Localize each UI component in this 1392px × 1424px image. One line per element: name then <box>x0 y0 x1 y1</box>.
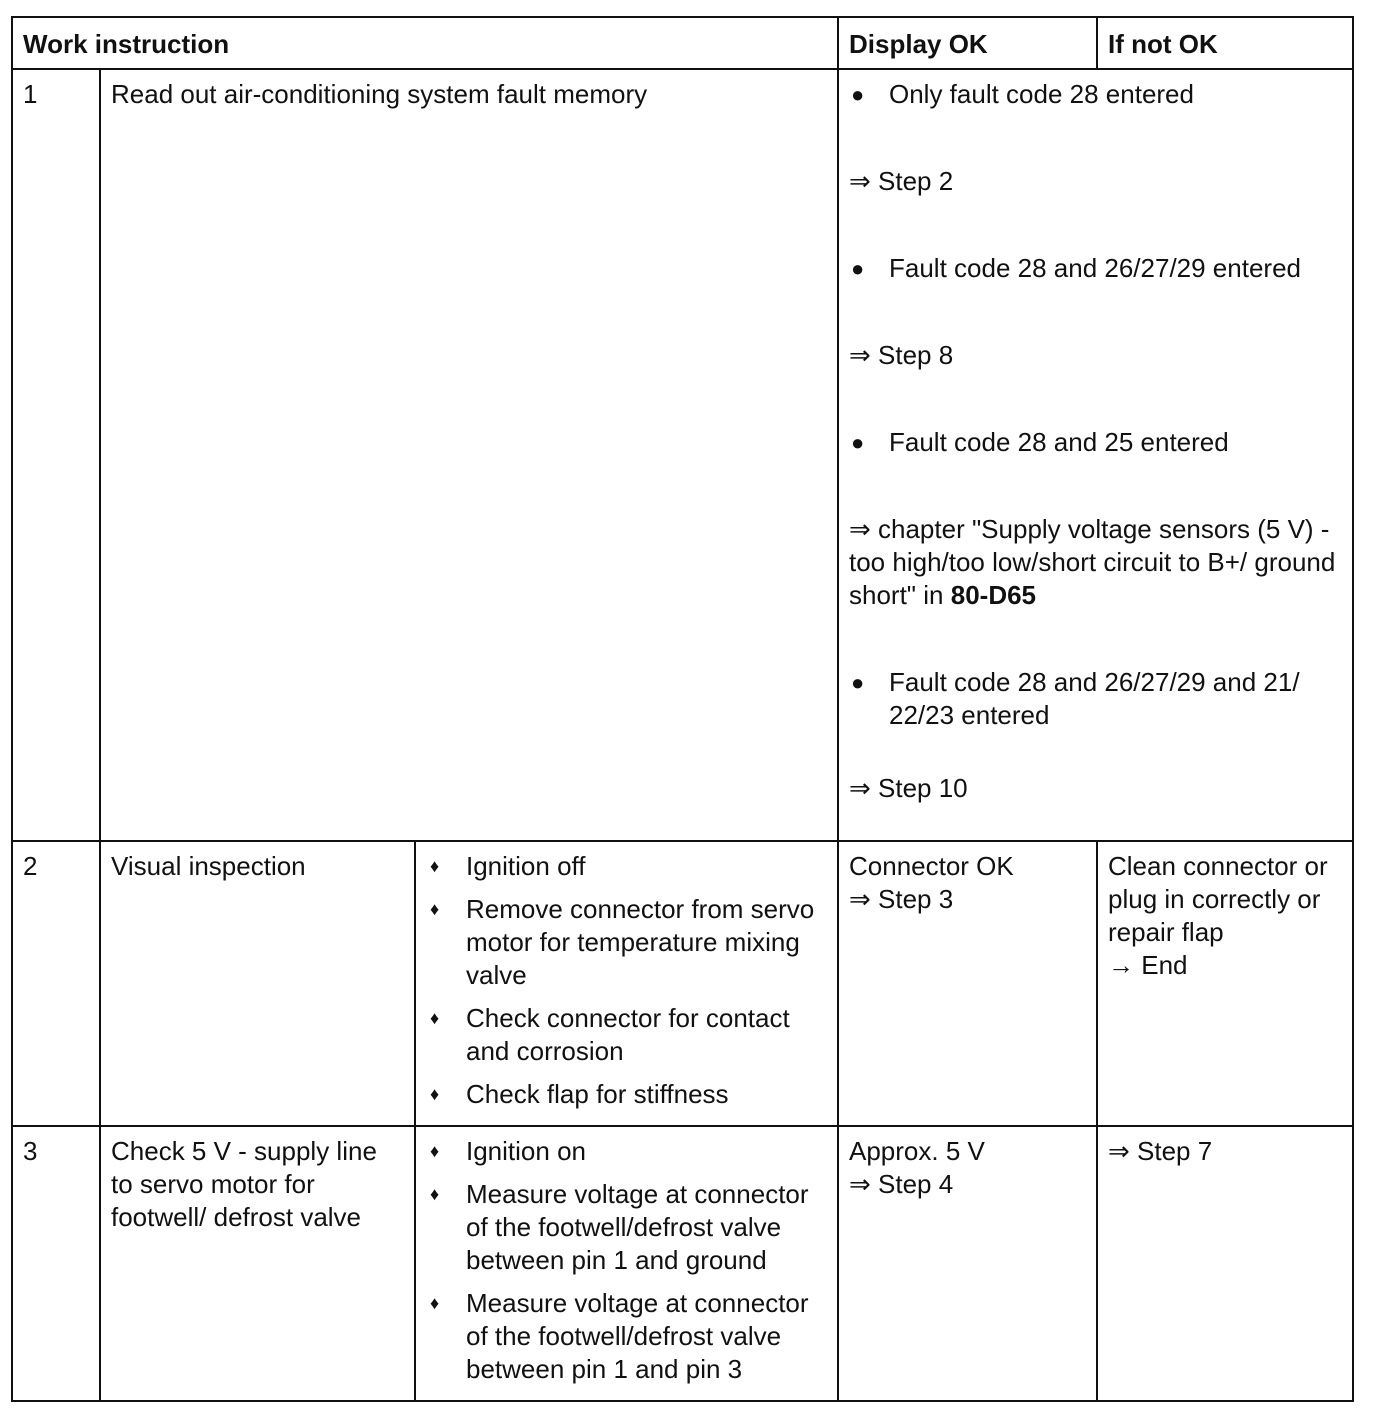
list-item: ♦ Check connector for contact and corrosion <box>430 1003 790 1066</box>
work-instruction-table <box>11 16 1354 1402</box>
bullet-icon: ● <box>851 82 865 107</box>
bullet-icon: ● <box>851 670 865 695</box>
list-item: ● Fault code 28 and 26/27/29 entered <box>851 253 1301 283</box>
table-row <box>12 69 1353 841</box>
bullet-icon: ● <box>851 256 865 281</box>
header-display-ok: Display OK <box>838 17 1097 69</box>
diamond-icon: ♦ <box>430 856 440 876</box>
instruction-text: Visual inspection <box>100 841 415 1126</box>
display-ok-cell <box>838 69 1353 841</box>
actions-cell <box>415 841 838 1126</box>
actions-list <box>426 1135 827 1386</box>
table-row <box>12 1126 1353 1401</box>
diamond-icon: ♦ <box>430 1008 440 1028</box>
list-item: ● Fault code 28 and 25 entered <box>851 427 1229 457</box>
display-ok-text: Connector OK <box>849 851 1014 881</box>
display-ok-list <box>849 252 1342 285</box>
instruction-text: Read out air-conditioning system fault memory <box>100 69 838 841</box>
list-item: ♦ Remove connector from servo motor for temperature mixing valve <box>430 894 815 990</box>
list-item: ♦ Ignition on <box>430 1136 586 1166</box>
list-item: ● Fault code 28 and 26/27/29 and 21/ 22/23 entered <box>851 667 1300 730</box>
step-reference: ⇒ Step 3 <box>849 884 954 914</box>
diamond-icon: ♦ <box>430 1184 440 1204</box>
diamond-icon: ♦ <box>430 1293 440 1313</box>
list-item: ● Only fault code 28 entered <box>851 79 1194 109</box>
list-item: ♦ Check flap for stiffness <box>430 1079 729 1109</box>
header-work-instruction: Work instruction <box>12 17 838 69</box>
step-number: 1 <box>12 69 100 841</box>
diamond-icon: ♦ <box>430 899 440 919</box>
display-ok-list <box>849 666 1342 732</box>
display-ok-text: Approx. 5 V <box>849 1136 985 1166</box>
table-row <box>12 841 1353 1126</box>
step-number: 3 <box>12 1126 100 1401</box>
step-reference: ⇒ Step 10 <box>849 773 968 803</box>
table-header-row <box>12 17 1353 69</box>
bullet-icon: ● <box>851 430 865 455</box>
instruction-text: Check 5 V - supply line to servo motor for footwell/ defrost valve <box>100 1126 415 1401</box>
header-if-not-ok: If not OK <box>1097 17 1353 69</box>
chapter-code: 80-D65 <box>950 580 1037 610</box>
step-number: 2 <box>12 841 100 1126</box>
if-not-ok-cell <box>1097 841 1353 1126</box>
list-item: ♦ Measure voltage at connector of the footwell/defrost valve between pin 1 and pin 3 <box>430 1288 809 1384</box>
display-ok-list <box>849 426 1342 459</box>
actions-cell <box>415 1126 838 1401</box>
list-item: ♦ Ignition off <box>430 851 586 881</box>
step-reference: ⇒ Step 8 <box>849 340 954 370</box>
diamond-icon: ♦ <box>430 1141 440 1161</box>
if-not-ok-text: Clean connector or plug in correctly or repair flap <box>1108 851 1328 947</box>
display-ok-cell <box>838 1126 1097 1401</box>
list-item: ♦ Measure voltage at connector of the footwell/defrost valve between pin 1 and ground <box>430 1179 809 1275</box>
display-ok-cell <box>838 841 1097 1126</box>
chapter-reference: ⇒ chapter "Supply voltage sensors (5 V) - too high/too low/short circuit to B+/ ground short" in 80-D65 <box>849 514 1336 610</box>
diamond-icon: ♦ <box>430 1084 440 1104</box>
end-reference: → End <box>1108 950 1188 980</box>
step-reference: ⇒ Step 7 <box>1108 1136 1213 1166</box>
display-ok-list <box>849 78 1342 111</box>
actions-list <box>426 850 827 1111</box>
step-reference: ⇒ Step 4 <box>849 1169 954 1199</box>
if-not-ok-cell <box>1097 1126 1353 1401</box>
step-reference: ⇒ Step 2 <box>849 166 954 196</box>
